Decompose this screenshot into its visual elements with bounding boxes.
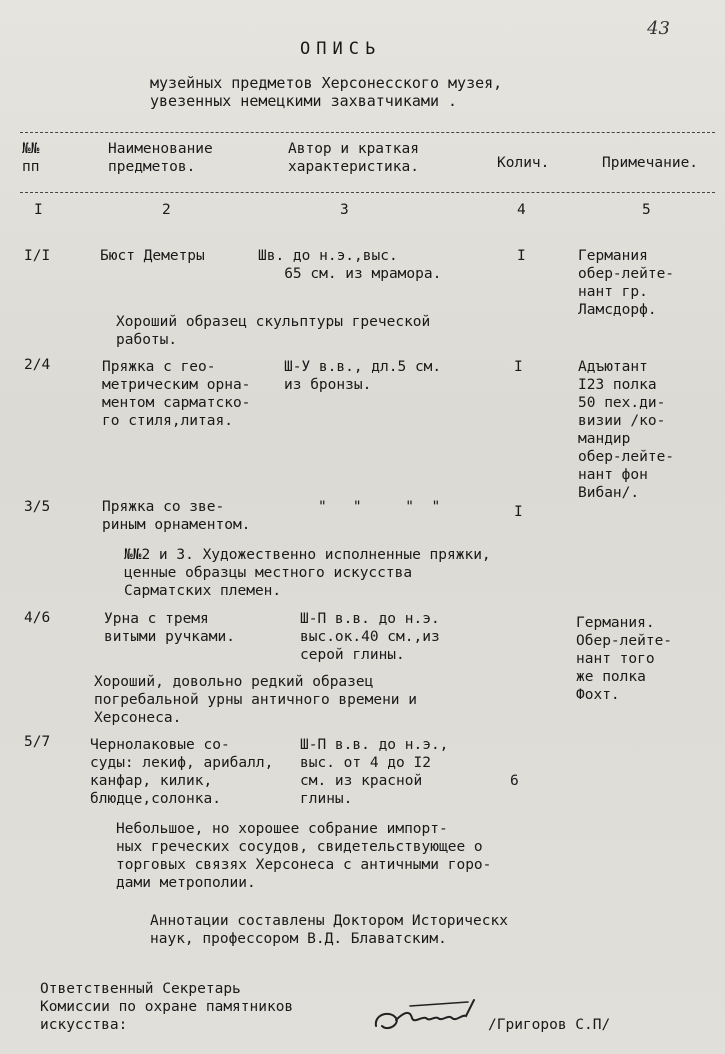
col-number-5: 5 bbox=[642, 202, 651, 218]
row-4-comment: Хороший, довольно редкий образец погребальной урны античного времени и Херсонеса. bbox=[94, 674, 418, 726]
row-5-comment: Небольшое, но хорошее собрание импорт- ных греческих сосудов, свидетельствующее о торговых связях Херсонеса с античными горо- дами метрополии. bbox=[116, 821, 492, 891]
header-num: №№ пп bbox=[22, 141, 40, 175]
header-qty: Колич. bbox=[497, 155, 550, 171]
document-title: ОПИСЬ bbox=[300, 39, 382, 59]
signature-title: Ответственный Секретарь Комиссии по охране памятников искусства: bbox=[40, 981, 294, 1033]
row-4-name: Урна с тремя витыми ручками. bbox=[104, 611, 235, 645]
row-1-num: I/I bbox=[24, 248, 51, 264]
row-1-note: Германия обер-лейте- нант гр. Ламсдорф. bbox=[578, 248, 675, 318]
row-5-author: Ш-П в.в. до н.э., выс. от 4 до I2 см. из красной глины. bbox=[300, 737, 449, 807]
row-3-comment: №№2 и 3. Художественно исполненные пряжки, ценные образцы местного искусства Сарматских племен. bbox=[124, 547, 491, 599]
row-3-author-ditto: " " " " bbox=[318, 499, 441, 515]
header-name: Наименование предметов. bbox=[108, 141, 213, 175]
header-rule bbox=[20, 192, 715, 193]
col-number-1: I bbox=[34, 202, 43, 218]
document-subtitle: музейных предметов Херсонесского музея, увезенных немецкими захватчиками . bbox=[150, 74, 503, 110]
row-5-qty: 6 bbox=[510, 773, 519, 789]
header-note: Примечание. bbox=[602, 155, 699, 171]
row-1-comment: Хороший образец скульптуры греческой работы. bbox=[116, 314, 431, 348]
row-2-qty: I bbox=[514, 359, 523, 375]
row-1-qty: I bbox=[517, 248, 526, 264]
signatory-name: /Григоров С.П/ bbox=[488, 1017, 611, 1033]
row-2-num: 2/4 bbox=[24, 357, 51, 373]
handwritten-signature bbox=[370, 992, 480, 1042]
page-number: 43 bbox=[647, 18, 670, 39]
row-4-note: Германия. Обер-лейте- нант того же полка Фохт. bbox=[576, 615, 673, 703]
col-number-3: 3 bbox=[340, 202, 349, 218]
col-number-4: 4 bbox=[517, 202, 526, 218]
row-1-author: Шв. до н.э.,выс. 65 см. из мрамора. bbox=[258, 248, 442, 282]
annotation-note: Аннотации составлены Доктором Историческх наук, профессором В.Д. Блаватским. bbox=[150, 913, 508, 947]
table-top-rule bbox=[20, 132, 715, 133]
col-number-2: 2 bbox=[162, 202, 171, 218]
row-4-author: Ш-П в.в. до н.э. выс.ок.40 см.,из серой глины. bbox=[300, 611, 440, 663]
row-5-name: Чернолаковые со- суды: лекиф, арибалл, канфар, килик, блюдце,солонка. bbox=[90, 737, 274, 807]
row-5-num: 5/7 bbox=[24, 734, 51, 750]
row-4-num: 4/6 bbox=[24, 610, 51, 626]
row-3-qty: I bbox=[514, 504, 523, 520]
row-3-name: Пряжка со зве- риным орнаментом. bbox=[102, 499, 251, 533]
row-1-name: Бюст Деметры bbox=[100, 248, 205, 264]
row-2-note: Адъютант I23 полка 50 пех.ди- визии /ко- мандир обер-лейте- нант фон Вибан/. bbox=[578, 359, 675, 501]
row-2-name: Пряжка с гео- метрическим орна- ментом сарматско- го стиля,литая. bbox=[102, 359, 251, 429]
header-author: Автор и краткая характеристика. bbox=[288, 141, 419, 175]
row-2-author: Ш-У в.в., дл.5 см. из бронзы. bbox=[284, 359, 442, 393]
row-3-num: 3/5 bbox=[24, 499, 51, 515]
